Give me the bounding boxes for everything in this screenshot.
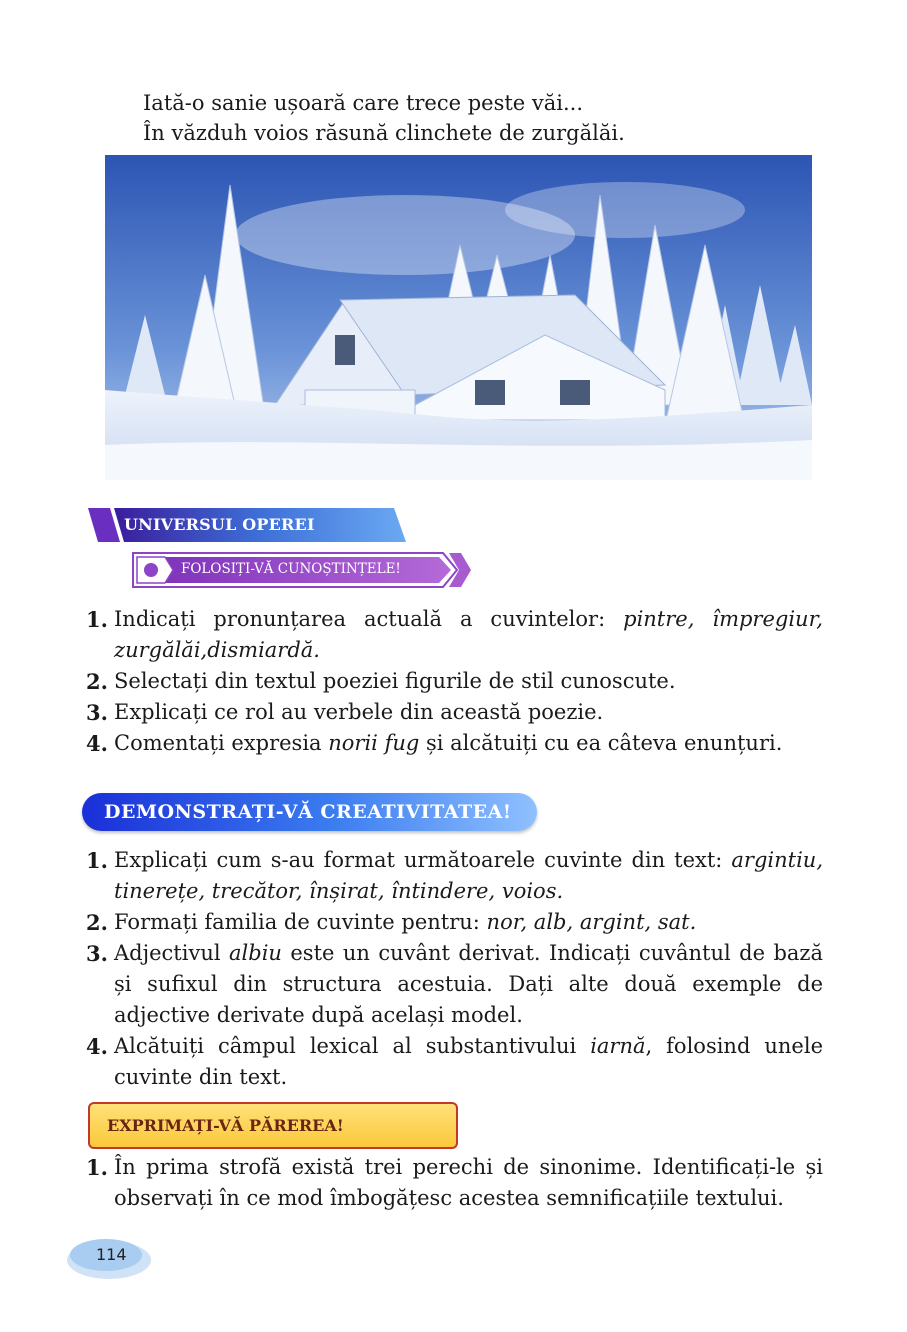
exprimati-parerea-label: EXPRIMAȚI-VĂ PĂREREA! [107,1116,344,1135]
list-item: 1. În prima strofă există trei perechi de sinonime. Identificați-le și observați în ce mod îmbogățesc acestea semnificațiile textului. [86,1155,823,1210]
exprimati-parerea-banner [88,1102,458,1149]
demonstrati-creativitatea-label: DEMONSTRAȚI-VĂ CREATIVITATEA! [104,801,512,823]
list-item: 3. Adjectivul albiu este un cuvânt derivat. Indicați cuvântul de bază și sufixul din structura acestuia. Dați alte două exemple de adjective derivate după același model. [86,941,823,1027]
snow-house-illustration [105,155,812,480]
universul-operei-banner [86,508,408,542]
exercise-list-cunostinte [86,604,823,759]
exercise-list-parere [86,1152,823,1214]
page-number-badge [66,1236,152,1280]
list-item: 2. Selectați din textul poeziei figurile de stil cunoscute. [86,669,676,694]
page-number: 114 [96,1245,127,1264]
list-item: 4. Alcătuiți câmpul lexical al substantivului iarnă, folosind unele cuvinte din text. [86,1034,823,1089]
snow-house-photo [105,155,812,480]
list-item: 3. Explicați ce rol au verbele din această poezie. [86,700,604,725]
poem-line: Iată-o sanie ușoară care trece peste văi... [143,91,584,115]
demonstrati-creativitatea-banner [82,793,537,831]
folositi-cunostintele-label: FOLOSIȚI-VĂ CUNOȘTINȚELE! [181,561,401,577]
list-item: 1. Explicați cum s-au format următoarele cuvinte din text: argintiu, tinerețe, trecător, înșirat, întindere, voios. [86,848,823,903]
universul-operei-label: UNIVERSUL OPEREI [124,515,315,534]
list-item: 2. Formați familia de cuvinte pentru: nor, alb, argint, sat. [86,910,697,935]
list-item: 1. Indicați pronunțarea actuală a cuvintelor: pintre, împregiur, zurgălăi,dismiardă. [86,607,823,662]
exercise-list-creativitate [86,845,823,1093]
folositi-cunostintele-banner [131,551,473,589]
poem-excerpt [143,88,625,148]
poem-line: În văzduh voios răsună clinchete de zurgălăi. [143,121,625,145]
list-item: 4. Comentați expresia norii fug și alcătuiți cu ea câteva enunțuri. [86,731,783,756]
